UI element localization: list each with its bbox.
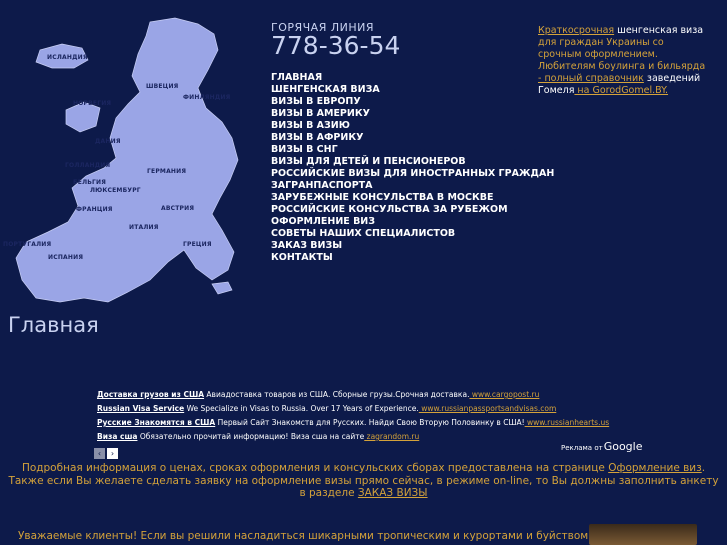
nav-visas-europe[interactable]: ВИЗЫ В ЕВРОПУ: [271, 96, 361, 107]
europe-map-image: [0, 10, 250, 310]
ad-title-link[interactable]: Русские Знакомятся в США: [97, 418, 216, 427]
ad-description: Обязательно прочитай информацию! Виза сша на сайте: [137, 432, 365, 441]
promo-link-gorodgomel[interactable]: на GorodGomel.BY.: [574, 85, 669, 96]
ads-by-label: Реклама от: [561, 444, 603, 452]
hotline-label: ГОРЯЧАЯ ЛИНИЯ: [271, 21, 374, 34]
country-sweden: ШВЕЦИЯ: [146, 83, 179, 90]
info-link-visa-order[interactable]: ЗАКАЗ ВИЗЫ: [357, 487, 428, 499]
promo-text: для граждан Украины со: [538, 37, 664, 48]
ads-block: [97, 388, 637, 444]
promo-link-short-term[interactable]: Краткосрочная: [538, 25, 615, 36]
ad-title-link[interactable]: Доставка грузов из США: [97, 390, 205, 399]
country-netherlands: ГОЛЛАНДИЯ: [65, 162, 111, 169]
ad-item: [97, 416, 637, 430]
country-norway: НОРВЕГИЯ: [73, 100, 112, 107]
country-iceland: ИСЛАНДИЯ: [47, 54, 88, 61]
country-france: ФРАНЦИЯ: [76, 206, 113, 213]
page-title: Главная: [8, 313, 99, 337]
nav-schengen-visa[interactable]: ШЕНГЕНСКАЯ ВИЗА: [271, 84, 380, 95]
resort-photo: [589, 524, 697, 545]
promo-text: шенгенская виза: [614, 25, 704, 36]
nav-visa-processing[interactable]: ОФОРМЛЕНИЕ ВИЗ: [271, 216, 376, 227]
ad-url-link[interactable]: www.cargopost.ru: [469, 390, 540, 399]
country-spain: ИСПАНИЯ: [48, 254, 84, 261]
info-paragraph: [8, 462, 719, 500]
ad-title-link[interactable]: Russian Visa Service: [97, 404, 185, 413]
promo-text: Гомеля: [538, 85, 575, 96]
nav-visas-asia[interactable]: ВИЗЫ В АЗИЮ: [271, 120, 350, 131]
hotline-phone: 778-36-54: [271, 31, 401, 60]
ad-item: [97, 388, 637, 402]
nav-visa-order[interactable]: ЗАКАЗ ВИЗЫ: [271, 240, 343, 251]
country-finland: ФИНЛЯНДИЯ: [183, 94, 231, 101]
nav-russian-consulates-abroad[interactable]: РОССИЙСКИЕ КОНСУЛЬСТВА ЗА РУБЕЖОМ: [271, 204, 508, 215]
ad-item: [97, 402, 637, 416]
promo-text: срочным оформлением.: [538, 49, 658, 60]
nav-russian-visas-foreigners[interactable]: РОССИЙСКИЕ ВИЗЫ ДЛЯ ИНОСТРАННЫХ ГРАЖДАН: [271, 168, 555, 179]
promo-link-directory[interactable]: - полный справочник: [538, 73, 644, 84]
google-ads-label[interactable]: [561, 440, 642, 453]
ad-url-link[interactable]: www.russianpassportsandvisas.com: [418, 404, 557, 413]
ads-prev-button[interactable]: ‹: [94, 448, 105, 459]
ad-item: [97, 430, 637, 444]
nav-visas-africa[interactable]: ВИЗЫ В АФРИКУ: [271, 132, 364, 143]
ad-url-link[interactable]: www.russianhearts.us: [524, 418, 610, 427]
promo-text: Любителям боулинга и бильярда: [538, 61, 706, 72]
country-belgium: БЕЛЬГИЯ: [73, 179, 107, 186]
country-austria: АВСТРИЯ: [161, 205, 195, 212]
ads-nav: [94, 441, 120, 460]
notice-text: Уважаемые клиенты! Если вы решили насладиться шикарными тропическим и курортами и буйством: [18, 530, 589, 542]
promo-text: заведений: [643, 73, 701, 84]
nav-visas-children-pensioners[interactable]: ВИЗЫ ДЛЯ ДЕТЕЙ И ПЕНСИОНЕРОВ: [271, 156, 466, 167]
country-portugal: ПОРТУГАЛИЯ: [3, 241, 52, 248]
europe-map: [0, 10, 250, 310]
country-luxembourg: ЛЮКСЕМБУРГ: [90, 187, 141, 194]
nav-foreign-consulates-moscow[interactable]: ЗАРУБЕЖНЫЕ КОНСУЛЬСТВА В МОСКВЕ: [271, 192, 494, 203]
info-text: . Также если Вы желаете сделать заявку на оформление визы прямо сейчас, в режиме on-line, то Вы должны заполнить анкету в разделе: [8, 462, 719, 499]
country-germany: ГЕРМАНИЯ: [147, 168, 187, 175]
nav-home[interactable]: ГЛАВНАЯ: [271, 72, 323, 83]
nav-contacts[interactable]: КОНТАКТЫ: [271, 252, 333, 263]
ad-url-link[interactable]: zagrandom.ru: [364, 432, 420, 441]
country-greece: ГРЕЦИЯ: [183, 241, 212, 248]
ads-next-button[interactable]: ›: [107, 448, 118, 459]
ad-title-link[interactable]: Виза сша: [97, 432, 138, 441]
nav-specialist-advice[interactable]: СОВЕТЫ НАШИХ СПЕЦИАЛИСТОВ: [271, 228, 456, 239]
nav-visas-cis[interactable]: ВИЗЫ В СНГ: [271, 144, 338, 155]
ad-description: We Specialize in Visas to Russia. Over 17 Years of Experience.: [184, 404, 419, 413]
nav-passports[interactable]: ЗАГРАНПАСПОРТА: [271, 180, 373, 191]
country-italy: ИТАЛИЯ: [129, 224, 159, 231]
info-link-visa-processing[interactable]: Оформление виз: [608, 462, 702, 474]
main-nav: [271, 72, 554, 264]
info-text: Подробная информация о ценах, сроках оформления и консульских сборах предоставлена на странице: [21, 462, 609, 474]
nav-visas-america[interactable]: ВИЗЫ В АМЕРИКУ: [271, 108, 370, 119]
ad-description: Авиадоставка товаров из США. Сборные грузы.Срочная доставка.: [204, 390, 470, 399]
country-denmark: ДАНИЯ: [95, 138, 121, 145]
ad-description: Первый Сайт Знакомств для Русских. Найди Свою Вторую Половинку в США!: [215, 418, 525, 427]
google-logo: Google: [603, 440, 643, 453]
promo-block: [538, 25, 718, 97]
